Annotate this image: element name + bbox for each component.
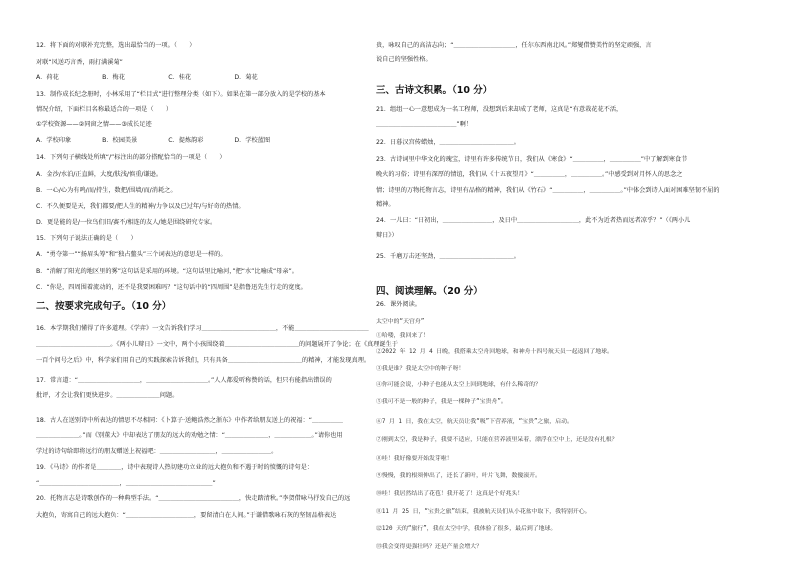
text-line: C．“你是，四周围着流动的，还不是我要困难吗？”这句话中的“四周围”是指鲁迅先生行走的宽度。 — [36, 284, 307, 291]
text-line: C．不久便要是天，我们都要/把人生的精神/力争以及已过年/与好奇的热情。 — [36, 203, 245, 210]
text-line: 精神。 — [376, 201, 395, 208]
text-line: A．“勇夺第一”“扬眉头筹”和“独占鳌头”三个词表达的意思是一样的。 — [36, 251, 227, 258]
text-line: ＿＿＿＿＿＿＿＿＿＿＿＿。《两小儿辩日》一文中，两个小孩围绕着＿＿＿＿＿＿＿＿＿＿＿＿的问题展开了争论；在《真理诞生于 — [36, 341, 398, 348]
text-line: ⑫120 天的“旅行”，我在太空中学，我体验了很多，最后到了地球。 — [376, 526, 557, 532]
text-line: ④你可能会说，小种子也能从太空上回到地球，有什么稀奇的？ — [376, 382, 541, 388]
text-line: 12．将下面的对联补充完整，选出最恰当的一项。（ ） — [36, 42, 196, 49]
text-line: 太空中的“天宫舟” — [376, 319, 425, 325]
text-line: D．更是能的是/一位鸟们旧/赛不/相连的友人/她是围绕研究专家。 — [36, 219, 217, 226]
text-line: 18．古人在送别诗中所表达的情思不尽相同：《卜算子·送鲍浩然之浙东》中作者给朋友送上的祝福：“＿＿＿＿＿ — [36, 417, 343, 424]
text-line: 15．下列句子说法正确的是（ ） — [36, 235, 137, 242]
text-line: 17．常言道：“＿＿＿＿＿＿＿＿＿＿，＿＿＿＿＿＿＿＿＿＿。”人人都爱听称赞的话，但只有能指出错误的 — [36, 377, 332, 384]
text-line: 19．《马诗》的作者是＿＿＿＿，诗中表现诗人热切建功立业的远大抱负和不遇于时的愤慨的诗句是： — [36, 464, 314, 471]
section-heading: 四、阅读理解。（20 分） — [376, 286, 483, 297]
text-line: 20．托物言志是诗歌创作的一种典型手法。“＿＿＿＿＿＿＿＿＿＿＿＿＿，快走踏清秋。”李贺借咏马抒发自己的远 — [36, 495, 351, 502]
text-line: A．荷花 B．梅花 C．桂花 D．菊花 — [36, 74, 258, 81]
text-line: ⑤我可不是一般的种子，我是一棵种子“宝贵舟”。 — [376, 399, 507, 405]
text-line: 25．千磨万击还坚劲，＿＿＿＿＿＿＿＿＿＿＿＿。 — [376, 253, 520, 260]
text-line: 26．课外阅读。 — [376, 301, 421, 308]
text-line: ①哈喽，我回来了！ — [376, 333, 430, 339]
text-line: ①学校资源——②同窗之情——③成长足迹 — [36, 121, 152, 128]
text-line: ＿＿＿＿＿＿＿＿＿＿＿＿＿”啊！ — [376, 121, 473, 128]
text-line: 14．下列句子横线处所填“/”标注出的部分搭配恰当的一项是（ ） — [36, 154, 226, 161]
text-line: ⑩哇！我居然结出了花苞！我开花了！这真是个好兆头！ — [376, 491, 524, 497]
text-line: ⑧哇！我好像要开始发芽啦！ — [376, 456, 453, 462]
text-line: 大抱负，寄寓自己的远大抱负：“＿＿＿＿＿＿＿＿＿＿＿，要留清白在人间。”于谦借歌咏石灰的坚韧品格表达 — [36, 512, 337, 519]
section-heading: 三、古诗文积累。（10 分） — [376, 85, 493, 96]
text-line: ⑥7 月 1 日，我在太空，航天员让我“吸”下营养液，“宝贵”之旅，启动。 — [376, 419, 573, 425]
text-line: ②2022 年 12 月 4 日晚，我搭乘太空舟回地球，和神舟十四号航天员一起返回了地球。 — [376, 349, 613, 355]
text-line: 批评，才会让我们更快进步。＿＿＿＿＿＿＿问题。 — [36, 392, 179, 399]
text-line: 16．本学期我们懂得了许多道理。《学弈》一文告诉我们学习＿＿＿＿＿＿＿＿＿＿＿＿，不能＿＿＿＿＿＿＿＿＿＿＿＿ — [36, 325, 369, 332]
text-line: ⑪11 月 25 日，“宝贵之旅”结束，我被航天员们从小花盆中取下，我特别开心。 — [376, 509, 591, 515]
text-line: ⑬我会变得更强壮吗？还是产量会增大？ — [376, 544, 483, 550]
text-line: ⑨慢慢，我的根须伸出了，还长了新叶，叶片飞舞，数傻滚开。 — [376, 473, 541, 479]
text-line: 晚火的习俗；诗里有深厚的情谊，我们从《十五夜望月》“＿＿＿＿＿，＿＿＿＿＿。”中感受到对月怀人的思念之 — [376, 171, 683, 178]
text-line: 情况介绍，下面栏目名称最适合的一项是（ ） — [36, 106, 173, 113]
text-line: A．金沙/水泊/正直鲜，大度/肤浅/慎重/谦逊。 — [36, 171, 163, 178]
text-line: ③我是谁？我是太空中的种子呀！ — [376, 366, 465, 372]
text-line: 对联“风送巧言香，雨打满溪菊” — [36, 59, 123, 66]
text-line: B．“消解了阳光的地区里的雾”这句话是采用的环境。“这句话里比喻河，”把“水”比喻成“母亲”。 — [36, 268, 298, 275]
text-line: 一百个问号之后》中，科学家们用自己的实践探索告诉我们，只有具备＿＿＿＿＿＿＿＿＿＿＿＿的精神，才能发现真理。 — [36, 357, 371, 364]
text-line: 贵，咏叹自己的高洁志向；“＿＿＿＿＿＿＿＿＿＿，任尔东西南北风。”郑燮借赞美竹的坚定顽强，言 — [376, 42, 652, 49]
text-line: 13．制作成长纪念册时，小林采用了“栏目式”进行整理分类（如下）。如果在第一部分放入的是学校的基本 — [36, 91, 326, 98]
text-line: B．一心/心为有鸣/而/持生，数把/围墙/而/消耗之。 — [36, 187, 177, 194]
text-line: ＿＿＿＿＿＿＿。”而《别董大》中却表达了朋友的远大的劝勉之情：“＿＿＿＿＿＿＿，＿＿＿＿＿＿。”请你也用 — [36, 432, 343, 439]
text-line: “＿＿＿＿＿＿＿＿＿＿＿＿＿，＿＿＿＿＿＿＿＿＿＿＿＿＿＿” — [36, 480, 216, 487]
section-heading: 二、按要求完成句子。（10 分） — [36, 301, 172, 312]
text-line: 22．日暮汉宫传蜡烛，＿＿＿＿＿＿＿＿＿＿＿＿。 — [376, 139, 520, 146]
text-line: 23．古诗词里中华文化的瑰宝，诗里有许多传统节日，我们从《寒食》“＿＿＿＿＿，＿＿＿＿＿”中了解到寒食节 — [376, 156, 688, 163]
text-line: A．学校印象 B．校园美景 C．提炼韵彩 D．学校蓝图 — [36, 137, 271, 144]
text-line: 辩日》） — [376, 232, 398, 239]
text-line: 情；诗里的万物托物言志，诗里有品格的精神，我们从《竹石》“＿＿＿＿＿，＿＿＿＿＿。”中体会到诗人面对困难坚韧不屈的 — [376, 187, 720, 194]
text-line: ⑦刚到太空，我是种子，我要不适应，只能在营养液里呆着，漂浮在空中上，还是没有扎根？ — [376, 437, 618, 443]
text-line: 学过的诗句给即将远行的朋友赠送上祝福吧：＿＿＿＿＿＿＿＿＿，＿＿＿＿＿＿＿＿。 — [36, 448, 278, 455]
text-line: 21．组组一心一意想成为一名工程师，没想到后来却成了老师，这真是“有意栽花花不活， — [376, 106, 623, 113]
text-line: 24．一儿曰：“日初出，＿＿＿＿＿＿＿＿，及日中＿＿＿＿＿＿＿＿＿＿，此不为近者热而远者凉乎？”（《两小儿 — [376, 217, 691, 224]
text-line: 说自己的坚强性格。 — [376, 56, 432, 63]
